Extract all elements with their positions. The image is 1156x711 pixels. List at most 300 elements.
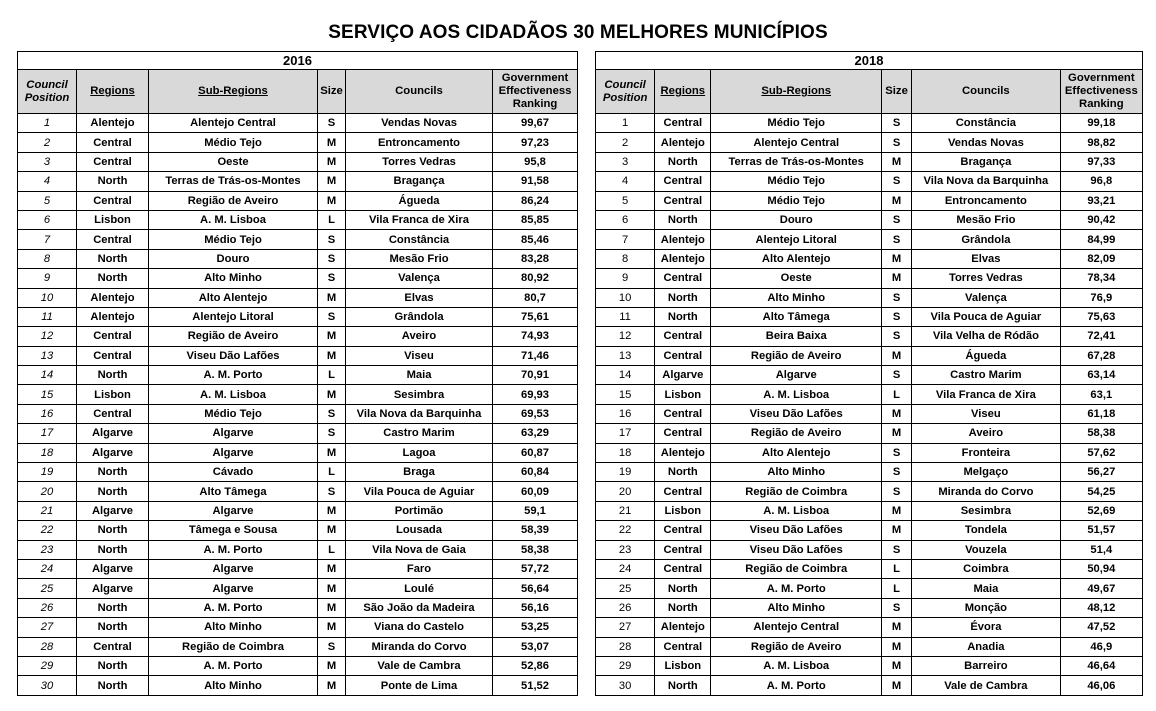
council-position-cell: 3 — [596, 152, 655, 171]
region-cell: North — [77, 269, 149, 288]
table-row — [596, 676, 1143, 695]
subregion-cell: Alto Alentejo — [711, 443, 882, 462]
col-header-subregions: Sub-Regions — [711, 70, 882, 114]
subregion-cell: Algarve — [149, 443, 318, 462]
table-row — [596, 152, 1143, 171]
ranking-value-cell: 61,18 — [1060, 404, 1142, 423]
subregion-cell: A. M. Porto — [149, 366, 318, 385]
subregion-cell: Terras de Trás-os-Montes — [149, 172, 318, 191]
region-cell: Central — [655, 269, 711, 288]
subregion-cell: Médio Tejo — [149, 230, 318, 249]
ranking-value-cell: 75,61 — [493, 307, 578, 326]
table-row — [18, 230, 578, 249]
ranking-value-cell: 57,62 — [1060, 443, 1142, 462]
subregion-cell: Alto Minho — [711, 463, 882, 482]
col-header-regions: Regions — [77, 70, 149, 114]
council-cell: Melgaço — [912, 463, 1061, 482]
region-cell: Central — [655, 346, 711, 365]
council-position-cell: 27 — [18, 618, 77, 637]
subregion-cell: Médio Tejo — [711, 191, 882, 210]
council-position-cell: 23 — [596, 540, 655, 559]
council-cell: Barreiro — [912, 656, 1061, 675]
subregion-cell: Algarve — [711, 366, 882, 385]
council-cell: Constância — [346, 230, 493, 249]
subregion-cell: Douro — [149, 249, 318, 268]
region-cell: North — [655, 463, 711, 482]
size-cell: L — [318, 366, 346, 385]
subregion-cell: Região de Aveiro — [711, 346, 882, 365]
size-cell: M — [882, 191, 912, 210]
council-cell: Constância — [912, 114, 1061, 133]
size-cell: M — [318, 346, 346, 365]
council-position-cell: 27 — [596, 618, 655, 637]
council-cell: Castro Marim — [346, 424, 493, 443]
council-position-cell: 18 — [18, 443, 77, 462]
subregion-cell: Alentejo Litoral — [711, 230, 882, 249]
table-row — [18, 579, 578, 598]
council-position-cell: 4 — [18, 172, 77, 191]
size-cell: S — [882, 366, 912, 385]
table-row — [18, 676, 578, 695]
ranking-value-cell: 98,82 — [1060, 133, 1142, 152]
council-cell: Lousada — [346, 521, 493, 540]
ranking-value-cell: 69,53 — [493, 404, 578, 423]
size-cell: M — [318, 656, 346, 675]
ranking-value-cell: 60,87 — [493, 443, 578, 462]
council-cell: Torres Vedras — [346, 152, 493, 171]
council-cell: Vila Nova da Barquinha — [912, 172, 1061, 191]
council-cell: Vale de Cambra — [346, 656, 493, 675]
col-header-councils: Councils — [912, 70, 1061, 114]
table-row — [596, 463, 1143, 482]
table-panel-2018 — [595, 51, 1143, 696]
size-cell: S — [318, 307, 346, 326]
region-cell: Central — [655, 540, 711, 559]
council-position-cell: 11 — [596, 307, 655, 326]
subregion-cell: Médio Tejo — [149, 133, 318, 152]
region-cell: Central — [655, 482, 711, 501]
col-header-ranking: Government Effectiveness Ranking — [1060, 70, 1142, 114]
subregion-cell: Cávado — [149, 463, 318, 482]
council-cell: Monção — [912, 598, 1061, 617]
ranking-value-cell: 58,38 — [1060, 424, 1142, 443]
council-position-cell: 30 — [596, 676, 655, 695]
size-cell: M — [882, 424, 912, 443]
region-cell: Central — [655, 172, 711, 191]
council-position-cell: 25 — [596, 579, 655, 598]
table-row — [596, 385, 1143, 404]
table-row — [596, 210, 1143, 229]
council-cell: Valença — [912, 288, 1061, 307]
council-position-cell: 16 — [18, 404, 77, 423]
region-cell: Central — [655, 404, 711, 423]
council-position-cell: 28 — [18, 637, 77, 656]
council-position-cell: 12 — [596, 327, 655, 346]
ranking-value-cell: 58,39 — [493, 521, 578, 540]
council-position-cell: 19 — [596, 463, 655, 482]
table-row — [18, 133, 578, 152]
council-cell: Vila Franca de Xira — [912, 385, 1061, 404]
council-cell: Loulé — [346, 579, 493, 598]
region-cell: Algarve — [77, 579, 149, 598]
table-row — [596, 230, 1143, 249]
council-position-cell: 21 — [18, 501, 77, 520]
council-position-cell: 14 — [18, 366, 77, 385]
table-row — [18, 346, 578, 365]
size-cell: M — [882, 656, 912, 675]
table-row — [596, 443, 1143, 462]
ranking-value-cell: 57,72 — [493, 559, 578, 578]
table-row — [18, 114, 578, 133]
subregion-cell: Região de Aveiro — [149, 327, 318, 346]
table-row — [18, 404, 578, 423]
council-cell: Braga — [346, 463, 493, 482]
council-position-cell: 17 — [596, 424, 655, 443]
table-row — [18, 366, 578, 385]
subregion-cell: A. M. Lisboa — [711, 501, 882, 520]
ranking-value-cell: 50,94 — [1060, 559, 1142, 578]
council-cell: Anadia — [912, 637, 1061, 656]
subregion-cell: Alto Alentejo — [711, 249, 882, 268]
region-cell: North — [77, 598, 149, 617]
council-position-cell: 22 — [596, 521, 655, 540]
size-cell: L — [318, 210, 346, 229]
table-row — [18, 637, 578, 656]
size-cell: M — [318, 521, 346, 540]
council-position-cell: 13 — [596, 346, 655, 365]
ranking-value-cell: 49,67 — [1060, 579, 1142, 598]
size-cell: S — [318, 637, 346, 656]
table-row — [596, 656, 1143, 675]
size-cell: S — [882, 288, 912, 307]
table-row — [18, 424, 578, 443]
ranking-table-2018 — [595, 51, 1143, 696]
council-cell: Viseu — [346, 346, 493, 365]
table-row — [596, 307, 1143, 326]
table-row — [596, 559, 1143, 578]
size-cell: M — [882, 249, 912, 268]
ranking-value-cell: 48,12 — [1060, 598, 1142, 617]
subregion-cell: A. M. Lisboa — [711, 385, 882, 404]
council-cell: Vouzela — [912, 540, 1061, 559]
table-row — [18, 210, 578, 229]
size-cell: S — [882, 210, 912, 229]
council-position-cell: 1 — [596, 114, 655, 133]
table-row — [596, 637, 1143, 656]
council-cell: Aveiro — [912, 424, 1061, 443]
subregion-cell: Viseu Dão Lafões — [149, 346, 318, 365]
table-row — [596, 172, 1143, 191]
size-cell: S — [318, 269, 346, 288]
subregion-cell: Alto Minho — [149, 618, 318, 637]
region-cell: North — [655, 579, 711, 598]
table-row — [596, 269, 1143, 288]
region-cell: Algarve — [77, 443, 149, 462]
table-row — [596, 249, 1143, 268]
table-row — [596, 540, 1143, 559]
ranking-value-cell: 80,7 — [493, 288, 578, 307]
table-row — [18, 269, 578, 288]
council-cell: Vila Nova de Gaia — [346, 540, 493, 559]
council-position-cell: 2 — [596, 133, 655, 152]
size-cell: S — [882, 463, 912, 482]
ranking-value-cell: 90,42 — [1060, 210, 1142, 229]
size-cell: M — [882, 637, 912, 656]
council-position-cell: 21 — [596, 501, 655, 520]
region-cell: Alentejo — [655, 618, 711, 637]
size-cell: L — [882, 579, 912, 598]
size-cell: S — [882, 230, 912, 249]
region-cell: North — [77, 249, 149, 268]
ranking-value-cell: 97,23 — [493, 133, 578, 152]
table-row — [596, 191, 1143, 210]
council-position-cell: 13 — [18, 346, 77, 365]
table-row — [596, 366, 1143, 385]
ranking-value-cell: 67,28 — [1060, 346, 1142, 365]
subregion-cell: Algarve — [149, 424, 318, 443]
subregion-cell: Tâmega e Sousa — [149, 521, 318, 540]
council-cell: Grândola — [346, 307, 493, 326]
size-cell: S — [882, 598, 912, 617]
council-position-cell: 23 — [18, 540, 77, 559]
subregion-cell: A. M. Lisboa — [149, 385, 318, 404]
size-cell: S — [318, 230, 346, 249]
ranking-value-cell: 56,16 — [493, 598, 578, 617]
subregion-cell: Viseu Dão Lafões — [711, 540, 882, 559]
region-cell: North — [655, 152, 711, 171]
ranking-value-cell: 60,84 — [493, 463, 578, 482]
table-panel-2016 — [17, 51, 578, 696]
council-cell: Sesimbra — [346, 385, 493, 404]
subregion-cell: Região de Coimbra — [149, 637, 318, 656]
subregion-cell: Terras de Trás-os-Montes — [711, 152, 882, 171]
council-cell: Faro — [346, 559, 493, 578]
region-cell: Algarve — [655, 366, 711, 385]
size-cell: M — [882, 676, 912, 695]
size-cell: M — [318, 579, 346, 598]
ranking-value-cell: 95,8 — [493, 152, 578, 171]
table-row — [18, 152, 578, 171]
council-position-cell: 26 — [596, 598, 655, 617]
table-row — [596, 404, 1143, 423]
region-cell: Central — [77, 404, 149, 423]
subregion-cell: Alentejo Central — [711, 133, 882, 152]
ranking-value-cell: 82,09 — [1060, 249, 1142, 268]
council-position-cell: 9 — [18, 269, 77, 288]
subregion-cell: Alto Tâmega — [711, 307, 882, 326]
council-cell: Sesimbra — [912, 501, 1061, 520]
subregion-cell: Viseu Dão Lafões — [711, 521, 882, 540]
council-position-cell: 24 — [18, 559, 77, 578]
council-cell: Portimão — [346, 501, 493, 520]
subregion-cell: A. M. Porto — [149, 656, 318, 675]
ranking-value-cell: 86,24 — [493, 191, 578, 210]
ranking-value-cell: 72,41 — [1060, 327, 1142, 346]
council-cell: Bragança — [346, 172, 493, 191]
region-cell: Central — [655, 559, 711, 578]
table-row — [18, 559, 578, 578]
year-header-2018: 2018 — [596, 52, 1143, 70]
year-header-2016: 2016 — [18, 52, 578, 70]
size-cell: M — [318, 385, 346, 404]
table-row — [18, 501, 578, 520]
subregion-cell: Alto Minho — [149, 269, 318, 288]
size-cell: L — [318, 463, 346, 482]
ranking-value-cell: 93,21 — [1060, 191, 1142, 210]
size-cell: M — [318, 133, 346, 152]
region-cell: North — [655, 676, 711, 695]
region-cell: North — [655, 307, 711, 326]
col-header-size: Size — [882, 70, 912, 114]
size-cell: S — [318, 249, 346, 268]
ranking-value-cell: 63,29 — [493, 424, 578, 443]
council-cell: Tondela — [912, 521, 1061, 540]
subregion-cell: Douro — [711, 210, 882, 229]
region-cell: Alentejo — [77, 307, 149, 326]
table-row — [596, 424, 1143, 443]
table-row — [18, 598, 578, 617]
size-cell: L — [882, 385, 912, 404]
ranking-value-cell: 85,46 — [493, 230, 578, 249]
ranking-value-cell: 63,14 — [1060, 366, 1142, 385]
council-cell: Vila Nova da Barquinha — [346, 404, 493, 423]
council-position-cell: 15 — [596, 385, 655, 404]
subregion-cell: Alto Minho — [711, 288, 882, 307]
region-cell: North — [655, 210, 711, 229]
council-cell: Vila Franca de Xira — [346, 210, 493, 229]
council-cell: Elvas — [346, 288, 493, 307]
ranking-value-cell: 69,93 — [493, 385, 578, 404]
subregion-cell: Alto Alentejo — [149, 288, 318, 307]
council-position-cell: 5 — [596, 191, 655, 210]
council-cell: Entroncamento — [912, 191, 1061, 210]
council-position-cell: 6 — [18, 210, 77, 229]
region-cell: Central — [77, 191, 149, 210]
ranking-value-cell: 54,25 — [1060, 482, 1142, 501]
council-cell: Fronteira — [912, 443, 1061, 462]
region-cell: Central — [655, 327, 711, 346]
region-cell: Central — [77, 327, 149, 346]
subregion-cell: Alto Tâmega — [149, 482, 318, 501]
region-cell: North — [655, 288, 711, 307]
table-row — [596, 521, 1143, 540]
size-cell: M — [318, 598, 346, 617]
subregion-cell: Oeste — [149, 152, 318, 171]
table-row — [18, 327, 578, 346]
table-row — [18, 521, 578, 540]
region-cell: North — [77, 463, 149, 482]
subregion-cell: A. M. Porto — [711, 676, 882, 695]
council-position-cell: 7 — [596, 230, 655, 249]
council-cell: Vila Velha de Ródão — [912, 327, 1061, 346]
size-cell: M — [882, 521, 912, 540]
ranking-value-cell: 99,67 — [493, 114, 578, 133]
region-cell: Alentejo — [655, 133, 711, 152]
ranking-value-cell: 47,52 — [1060, 618, 1142, 637]
region-cell: Alentejo — [77, 288, 149, 307]
subregion-cell: Médio Tejo — [711, 172, 882, 191]
subregion-cell: Região de Aveiro — [149, 191, 318, 210]
region-cell: North — [77, 656, 149, 675]
council-position-cell: 3 — [18, 152, 77, 171]
region-cell: Alentejo — [77, 114, 149, 133]
council-cell: Ponte de Lima — [346, 676, 493, 695]
region-cell: Central — [77, 230, 149, 249]
subregion-cell: Alto Minho — [711, 598, 882, 617]
council-cell: Torres Vedras — [912, 269, 1061, 288]
region-cell: Central — [77, 133, 149, 152]
size-cell: M — [318, 501, 346, 520]
table-row — [18, 618, 578, 637]
size-cell: S — [882, 307, 912, 326]
region-cell: Lisbon — [655, 385, 711, 404]
size-cell: M — [882, 501, 912, 520]
council-position-cell: 17 — [18, 424, 77, 443]
council-position-cell: 30 — [18, 676, 77, 695]
council-cell: Valença — [346, 269, 493, 288]
council-cell: Águeda — [346, 191, 493, 210]
council-position-cell: 2 — [18, 133, 77, 152]
subregion-cell: Algarve — [149, 579, 318, 598]
table-row — [596, 598, 1143, 617]
ranking-value-cell: 51,52 — [493, 676, 578, 695]
region-cell: Algarve — [77, 559, 149, 578]
col-header-size: Size — [318, 70, 346, 114]
council-position-cell: 5 — [18, 191, 77, 210]
council-cell: Viana do Castelo — [346, 618, 493, 637]
ranking-value-cell: 85,85 — [493, 210, 578, 229]
size-cell: M — [882, 152, 912, 171]
size-cell: S — [882, 443, 912, 462]
region-cell: North — [77, 366, 149, 385]
subregion-cell: Alentejo Central — [711, 618, 882, 637]
region-cell: North — [77, 172, 149, 191]
table-row — [596, 618, 1143, 637]
council-position-cell: 29 — [18, 656, 77, 675]
table-row — [18, 307, 578, 326]
subregion-cell: A. M. Lisboa — [149, 210, 318, 229]
region-cell: Alentejo — [655, 443, 711, 462]
subregion-cell: Viseu Dão Lafões — [711, 404, 882, 423]
subregion-cell: A. M. Porto — [149, 598, 318, 617]
col-header-councils: Councils — [346, 70, 493, 114]
ranking-value-cell: 53,25 — [493, 618, 578, 637]
size-cell: M — [318, 618, 346, 637]
region-cell: Lisbon — [77, 385, 149, 404]
table-row — [596, 579, 1143, 598]
size-cell: M — [318, 559, 346, 578]
table-row — [18, 656, 578, 675]
council-position-cell: 7 — [18, 230, 77, 249]
size-cell: M — [318, 172, 346, 191]
ranking-value-cell: 56,27 — [1060, 463, 1142, 482]
ranking-value-cell: 96,8 — [1060, 172, 1142, 191]
table-row — [18, 482, 578, 501]
council-cell: Mesão Frio — [912, 210, 1061, 229]
ranking-value-cell: 56,64 — [493, 579, 578, 598]
region-cell: Central — [655, 521, 711, 540]
region-cell: Alentejo — [655, 249, 711, 268]
size-cell: S — [882, 540, 912, 559]
subregion-cell: Alentejo Central — [149, 114, 318, 133]
ranking-value-cell: 58,38 — [493, 540, 578, 559]
council-cell: São João da Madeira — [346, 598, 493, 617]
council-position-cell: 11 — [18, 307, 77, 326]
region-cell: North — [77, 540, 149, 559]
region-cell: Central — [655, 114, 711, 133]
table-body-2016 — [18, 114, 578, 696]
council-cell: Évora — [912, 618, 1061, 637]
